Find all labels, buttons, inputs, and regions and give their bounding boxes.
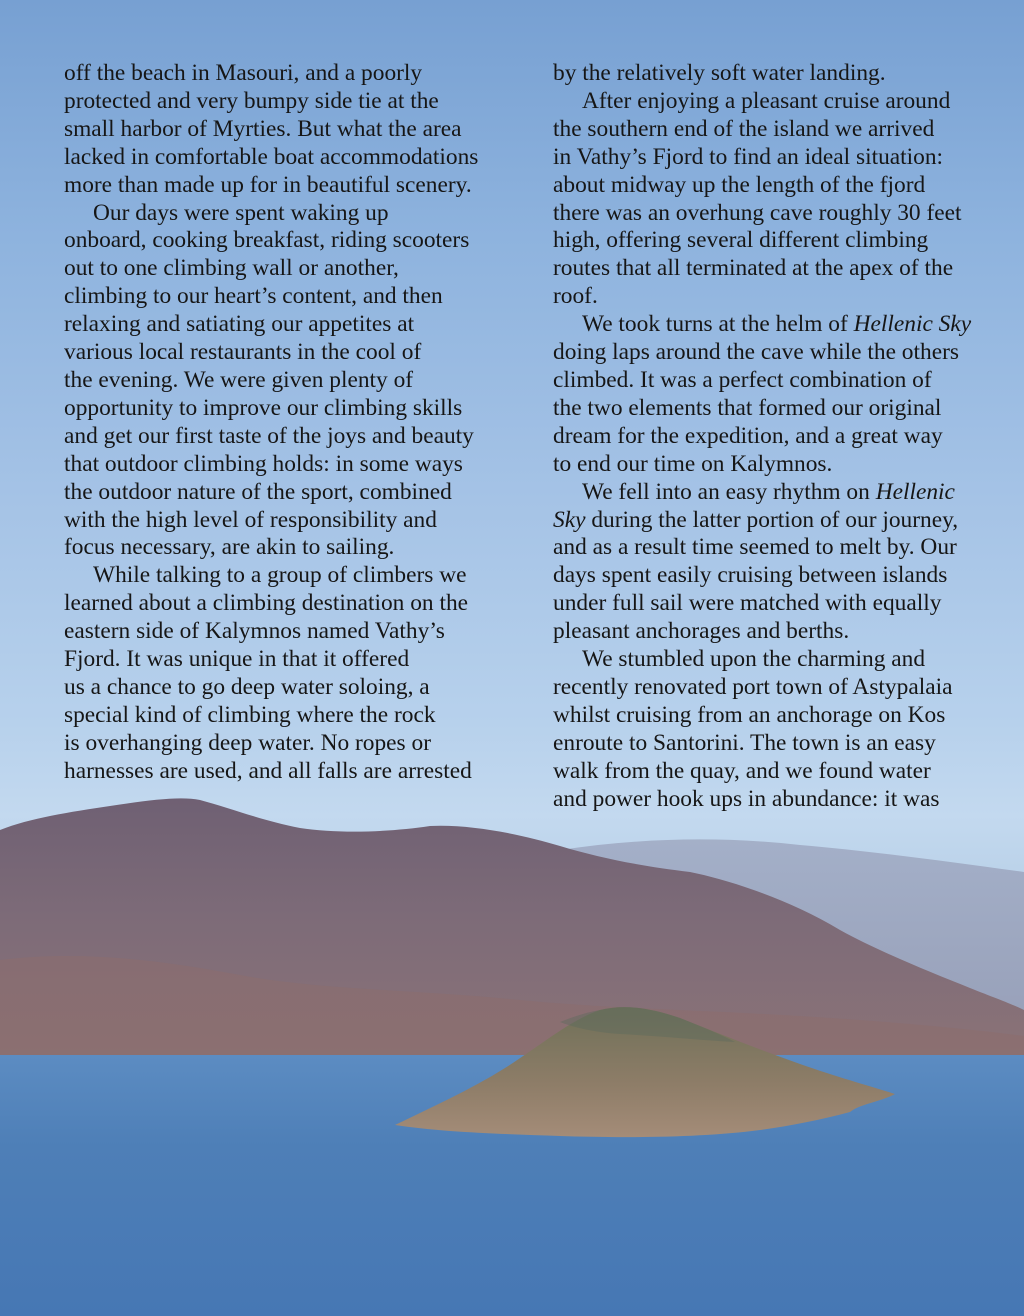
paragraph-text: We stumbled upon the charming and recently renovated port town of Astypalaia whilst cruising from an anchorage on Kos enroute to Santorini. The town is an easy walk from the quay, and we found water and power hook ups in abundance: it was: [553, 646, 953, 812]
paragraph-text: Our days were spent waking up onboard, cooking breakfast, riding scooters out to one climbing wall or another, climbing to our heart’s content, and then relaxing and satiating our appetites at various local restaurants in the cool of the evening. We were given plenty of opportunity to improve our climbing skills and get our first taste of the joys and beauty that outdoor climbing holds: in some ways the outdoor nature of the sport, combined with the high level of responsibility and focus necessary, are akin to sailing.: [64, 199, 474, 561]
paragraph-text: doing laps around the cave while the others climbed. It was a perfect combination of the two elements that formed our original dream for the expedition, and a great way to end our time on Kalymnos.: [553, 339, 959, 477]
paragraph-text: After enjoying a pleasant cruise around the southern end of the island we arrived in Vathy’s Fjord to find an ideal situation: about midway up the length of the fjord there was an overhung cave roughly 30 feet high, offering several different climbing routes that all terminated at the apex of the roof.: [553, 87, 962, 310]
paragraph: [64, 562, 524, 785]
paragraph: [553, 60, 1013, 88]
paragraph: [553, 88, 1013, 311]
paragraph-text: While talking to a group of climbers we learned about a climbing destination on the eastern side of Kalymnos named Vathy’s Fjord. It was unique in that it offered us a chance to go deep water soloing, a special kind of climbing where the rock is overhanging deep water. No ropes or harnesses are used, and all falls are arrested: [64, 562, 472, 784]
boat-name: Sky: [553, 506, 586, 533]
paragraph-text: off the beach in Masouri, and a poorly protected and very bumpy side tie at the small harbor of Myrties. But what the area lacked in comfortable boat accommodations more than made up for in beautiful scenery.: [64, 60, 479, 198]
paragraph-text: We fell into an easy rhythm on: [582, 478, 876, 505]
paragraph: [553, 646, 1013, 813]
paragraph-text: during the latter portion of our journey, and as a result time seemed to melt by. Our days spent easily cruising between islands under full sail were matched with equally pleasant anchorages and berths.: [553, 506, 959, 645]
paragraph-text: We took turns at the helm of: [582, 311, 854, 338]
paragraph: [553, 311, 1013, 478]
boat-name: Hellenic: [875, 478, 955, 505]
boat-name: Hellenic Sky: [853, 311, 972, 338]
paragraph: [64, 60, 524, 200]
article-column-left: [64, 60, 524, 786]
paragraph: [553, 479, 1013, 646]
article-column-right: [553, 60, 1013, 813]
paragraph-text: by the relatively soft water landing.: [553, 60, 886, 86]
paragraph: [64, 200, 524, 563]
